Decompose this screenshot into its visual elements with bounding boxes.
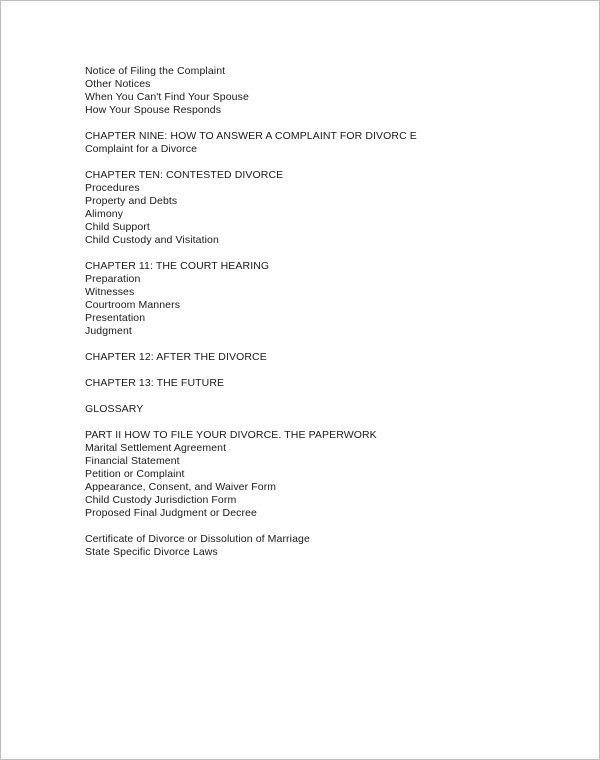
toc-section: [85, 351, 555, 364]
toc-entry: Property and Debts: [85, 195, 178, 207]
toc-section-heading: CHAPTER 13: THE FUTURE: [85, 377, 225, 389]
toc-entry: When You Can't Find Your Spouse: [85, 91, 249, 103]
toc-entry: Proposed Final Judgment or Decree: [85, 507, 257, 519]
toc-section-heading: PART II HOW TO FILE YOUR DIVORCE. THE PAPERWORK: [85, 429, 377, 441]
toc-section-heading: CHAPTER 11: THE COURT HEARING: [85, 260, 270, 272]
toc-entry: Alimony: [85, 208, 124, 220]
toc-entry: State Specific Divorce Laws: [85, 546, 218, 558]
toc-section-heading: GLOSSARY: [85, 403, 144, 415]
toc-entry: Child Custody and Visitation: [85, 234, 219, 246]
toc-entry: Procedures: [85, 182, 140, 194]
toc-section-heading: CHAPTER NINE: HOW TO ANSWER A COMPLAINT FOR DIVORC E: [85, 130, 417, 142]
toc-entry: Preparation: [85, 273, 141, 285]
toc-section: [85, 260, 555, 338]
toc-entry: Other Notices: [85, 78, 151, 90]
toc-entry: How Your Spouse Responds: [85, 104, 222, 116]
toc-section: [85, 169, 555, 247]
toc-entry: Complaint for a Divorce: [85, 143, 198, 155]
toc-section: [85, 533, 555, 559]
toc-entry: Appearance, Consent, and Waiver Form: [85, 481, 277, 493]
table-of-contents: [85, 65, 555, 559]
toc-section: [85, 65, 555, 117]
toc-entry: Courtroom Manners: [85, 299, 181, 311]
toc-entry: Notice of Filing the Complaint: [85, 65, 226, 77]
toc-entry: Child Support: [85, 221, 150, 233]
toc-entry: Petition or Complaint: [85, 468, 185, 480]
toc-section: [85, 130, 555, 156]
toc-entry: Child Custody Jurisdiction Form: [85, 494, 237, 506]
toc-section: [85, 429, 555, 520]
toc-section: [85, 377, 555, 390]
toc-entry: Marital Settlement Agreement: [85, 442, 227, 454]
toc-section-heading: CHAPTER TEN: CONTESTED DIVORCE: [85, 169, 284, 181]
toc-entry: Judgment: [85, 325, 132, 337]
toc-section-heading: CHAPTER 12: AFTER THE DIVORCE: [85, 351, 267, 363]
toc-entry: Financial Statement: [85, 455, 180, 467]
toc-section: [85, 403, 555, 416]
toc-entry: Witnesses: [85, 286, 135, 298]
toc-entry: Presentation: [85, 312, 146, 324]
toc-entry: Certificate of Divorce or Dissolution of Marriage: [85, 533, 310, 545]
